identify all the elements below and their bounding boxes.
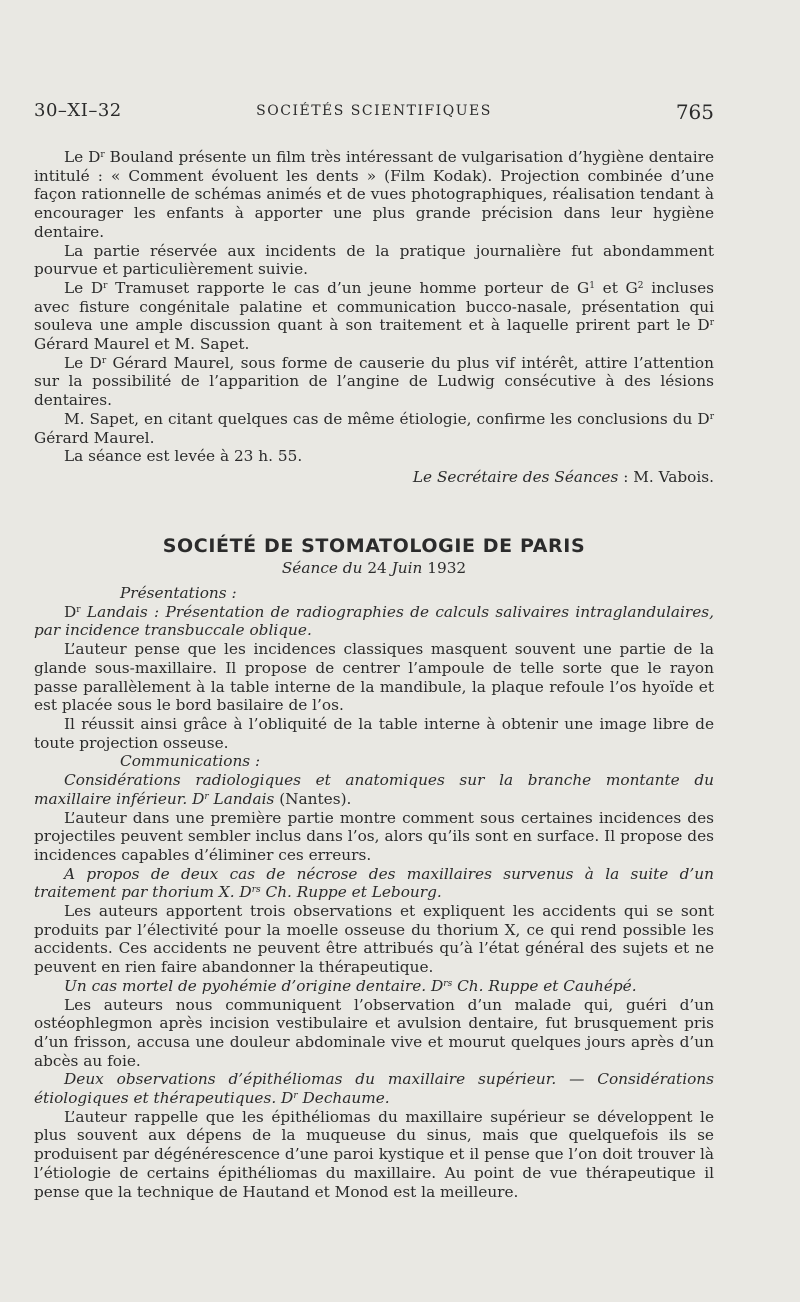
paragraph-tramuset: Le $D^r$ Tramuset rapporte le cas d’un jeune homme porteur de $G^1$ et $G^2$ incluses avec fisture congénitale palatine et communication bucco-nasale, présentation qui souleva une ample discussion quant à son traitement et à laquelle prirent part le $D^r$ Gérard Maurel et M. Sapet.: [34, 278, 714, 354]
communication-title: Considérations radiologiques et anatomiques sur la branche montante du maxillaire inférieur. $D^r$ Landais (Nantes).: [34, 771, 714, 808]
presentation-paragraph: L’auteur pense que les incidences classiques masquent souvent une partie de la glande sous-maxillaire. Il propose de centrer l’ampoule de telle sorte que le rayon passe parallèlement à la table interne de la mandibule, la plaque refoule l’os hyoïde et est placée sous le bord basilaire de l’os.: [34, 640, 714, 715]
communications-heading: Communications :: [120, 752, 261, 771]
communication-title: Deux observations d’épithéliomas du maxillaire supérieur. — Considérations étiologiques et thérapeutiques. $D^r$ Dechaume.: [34, 1070, 714, 1108]
header-title: SOCIÉTÉS SCIENTIFIQUES: [256, 103, 492, 119]
page-body: [34, 148, 714, 1201]
paragraph-maurel: Le $D^r$ Gérard Maurel, sous forme de causerie du plus vif intérêt, attire l’attention sur la possibilité de l’apparition de l’angine de Ludwig consécutive à des lésions dentaires.: [34, 353, 714, 410]
page-number: 765: [675, 100, 714, 124]
communication-paragraph: Les auteurs nous communiquent l’observation d’un malade qui, guéri d’un ostéophlegmon après incision vestibulaire et avulsion dentaire, fut brusquement pris d’un frisson, accusa une douleur abdominale vive et mourut quelques jours après d’un abcès au foie.: [34, 995, 714, 1070]
presentation-title: $D^r$ Landais : Présentation de radiographies de calculs salivaires intraglandulaires, par incidence transbuccale oblique.: [34, 602, 714, 640]
running-header: [34, 100, 714, 130]
communication-paragraph: L’auteur dans une première partie montre comment sous certaines incidences des projectiles peuvent sembler inclus dans l’os, alors qu’ils sont en surface. Il propose des incidences capables d’éliminer ces erreurs.: [34, 808, 714, 864]
communication-paragraph: L’auteur rappelle que les épithéliomas du maxillaire supérieur se développent le plus souvent aux dépens de la muqueuse du sinus, mais que quelquefois ils se produisent par dégénérescence d’une paroi kystique et il pense que l’on doit trouver là l’étiologie de certains épithéliomas du maxillaire. Au point de vue thérapeutique il pense que la technique de Hautand et Monod est la meilleure.: [34, 1107, 714, 1201]
paragraph-incidents: La partie réservée aux incidents de la pratique journalière fut abondamment pourvue et particulièrement suivie.: [34, 241, 714, 279]
paragraph-bouland: Le $D^r$ Bouland présente un film très intéressant de vulgarisation d’hygiène dentaire intitulé : « Comment évoluent les dents » (Film Kodak). Projection combinée d’une façon rationnelle de schémas animés et de vues photographiques, réalisation tendant à encourager les enfants à apporter une plus grande précision dans leur hygiène dentaire.: [34, 148, 715, 241]
session-date: Séance du 24 Juin 1932: [281, 559, 467, 578]
header-date: 30–XI–32: [34, 100, 122, 121]
paragraph-sapet: M. Sapet, en citant quelques cas de même étiologie, confirme les conclusions du $D^r$ Gérard Maurel.: [34, 409, 714, 447]
presentation-paragraph: Il réussit ainsi grâce à l’obliquité de la table interne à obtenir une image libre de toute projection osseuse.: [34, 714, 714, 752]
communication-title: A propos de deux cas de nécrose des maxillaires survenus à la suite d’un traitement par thorium X. $D^{rs}$ Ch. Ruppe et Lebourg.: [34, 864, 714, 902]
signature: Le Secrétaire des Séances : M. Vabois.: [412, 467, 714, 486]
communication-paragraph: Les auteurs apportent trois observations et expliquent les accidents qui se sont produits par l’électivité pour la moelle osseuse du thorium X, ce qui rend possible les accidents. Ces accidents ne peuvent être attribués qu’à l’état général des sujets et ne peuvent en rien faire abandonner la thérapeutique.: [34, 902, 714, 977]
paragraph-closing: La séance est levée à 23 h. 55.: [64, 447, 303, 466]
society-title: SOCIÉTÉ DE STOMATOLOGIE DE PARIS: [162, 534, 586, 557]
communication-title: Un cas mortel de pyohémie d’origine dentaire. $D^{rs}$ Ch. Ruppe et Cauhépé.: [64, 976, 637, 995]
presentations-heading: Présentations :: [120, 584, 237, 603]
